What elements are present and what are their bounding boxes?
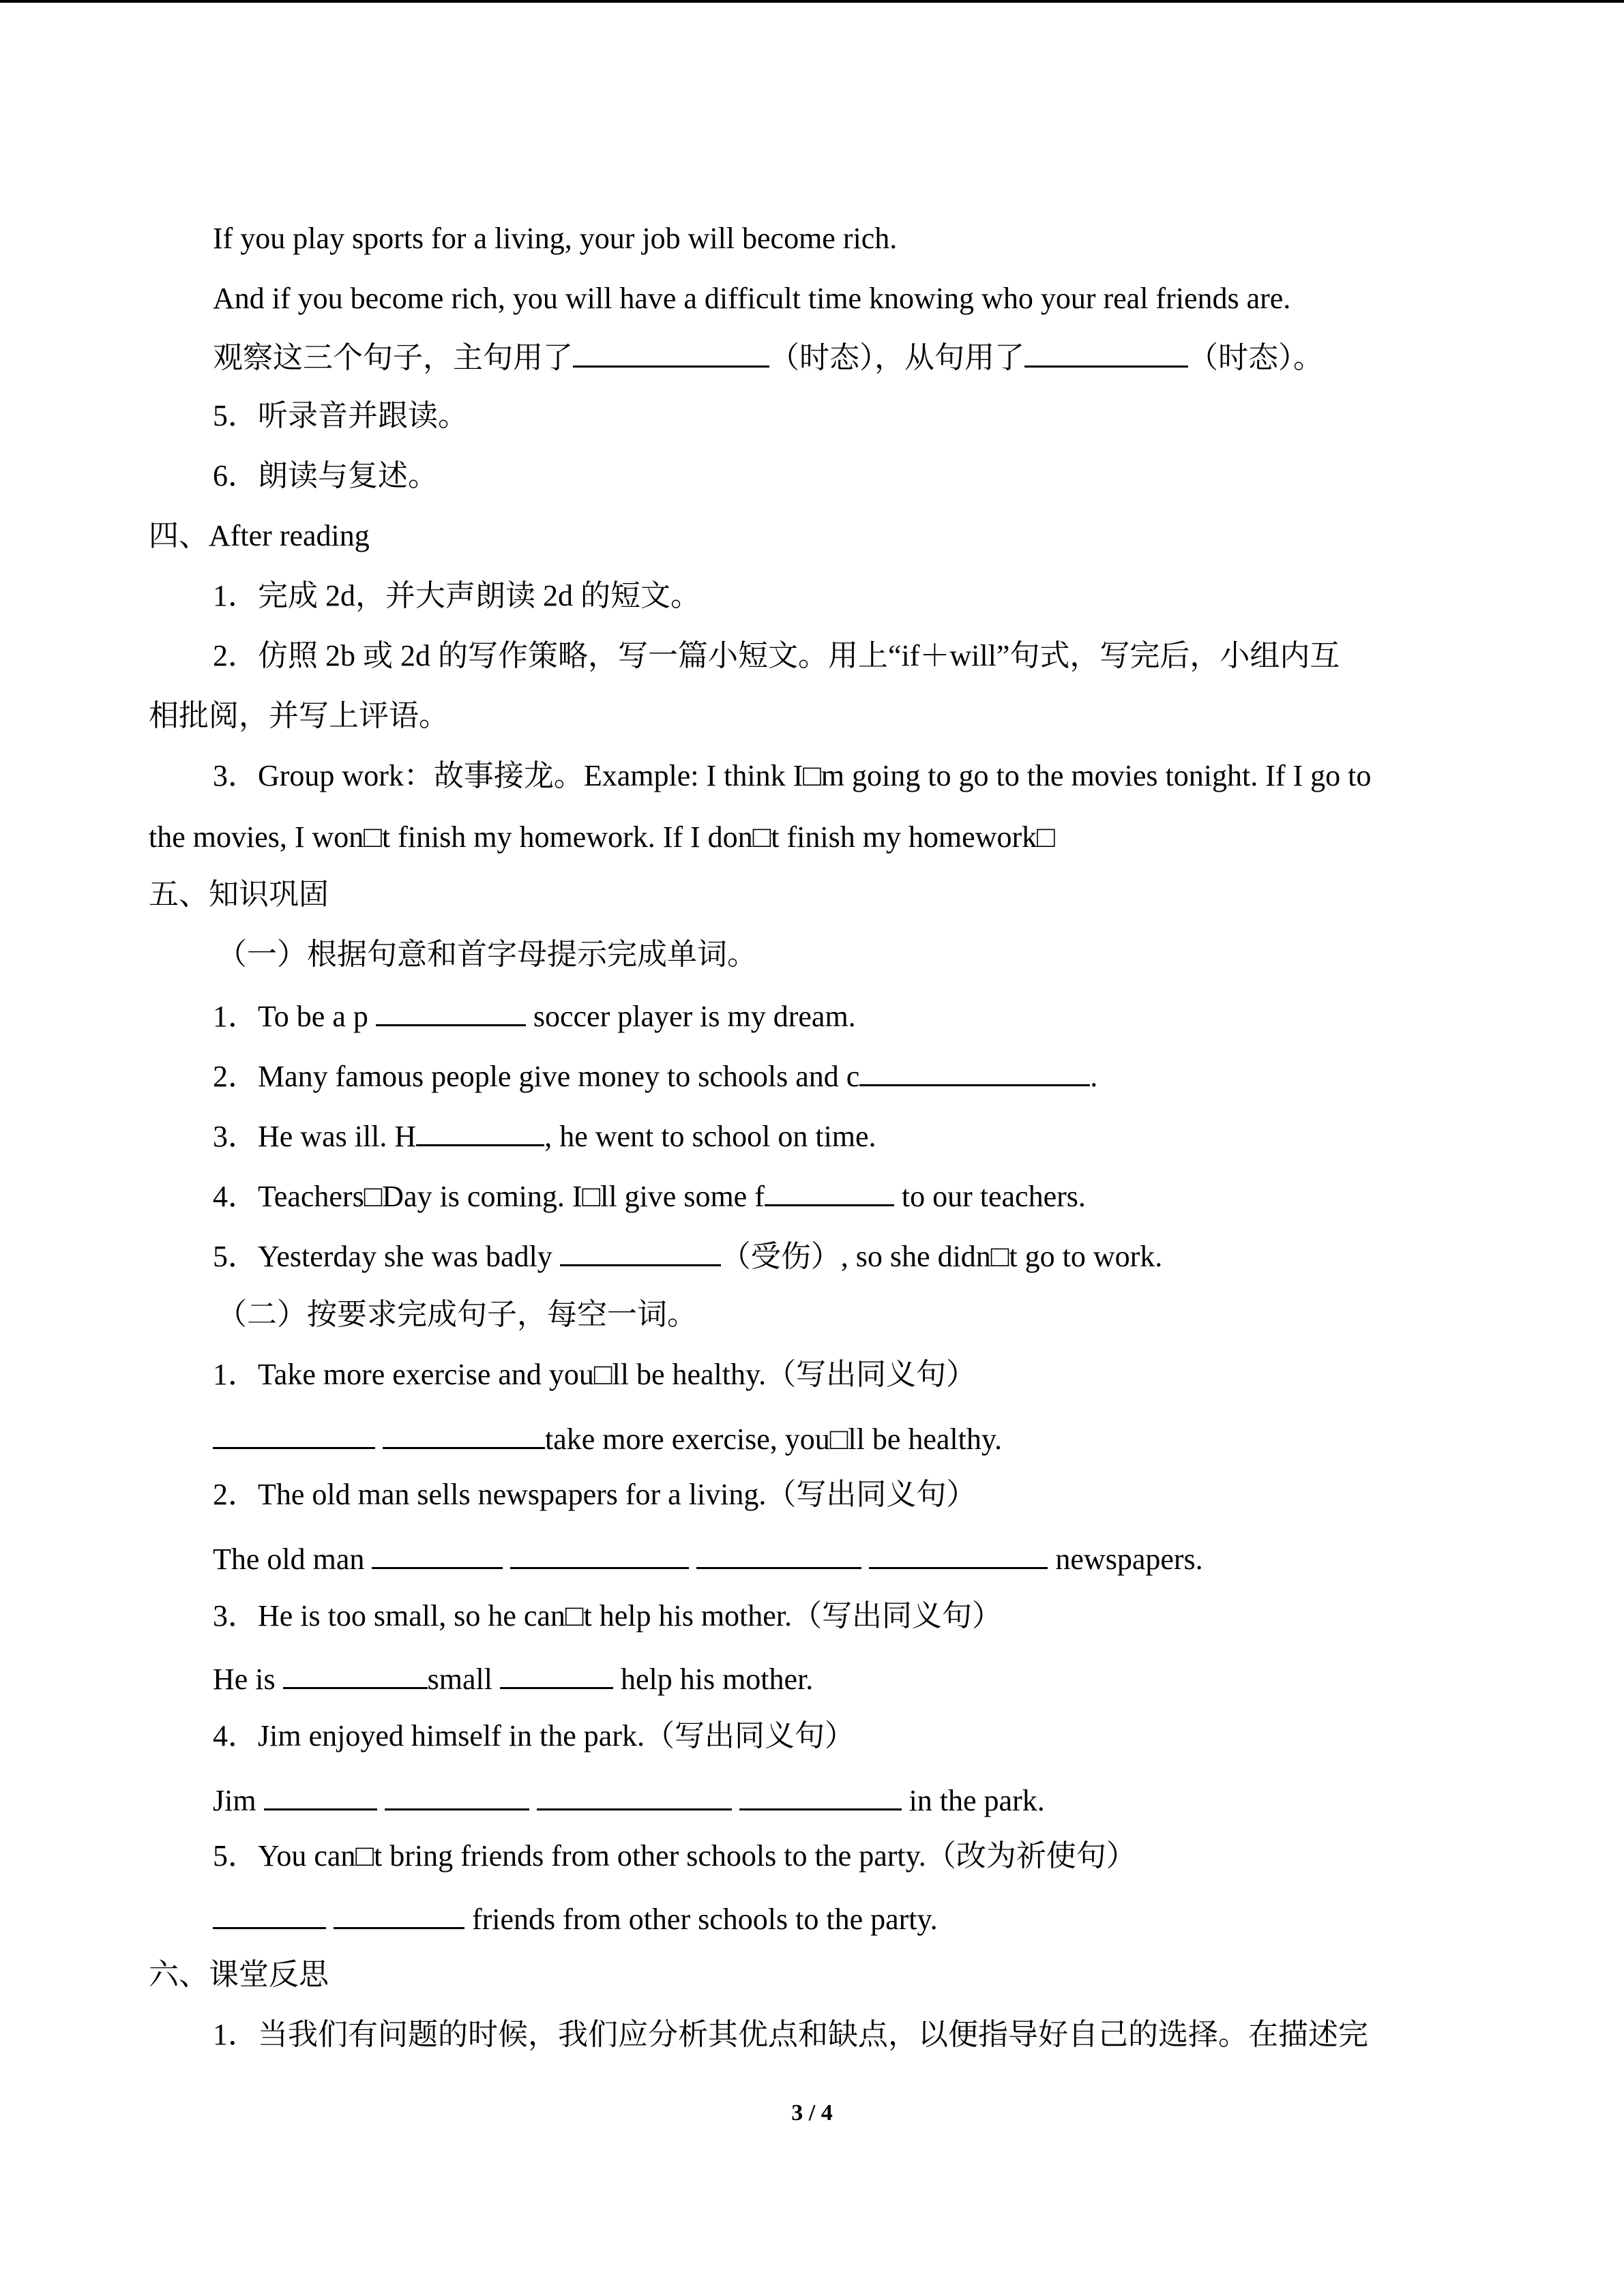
answer-blank[interactable] — [213, 1417, 375, 1449]
text: Jim — [213, 1784, 264, 1817]
answer-blank[interactable] — [739, 1778, 902, 1810]
subsection-1-heading — [217, 934, 757, 975]
text: to our teachers. — [894, 1180, 1086, 1213]
text: 4．Teachers□Day is coming. I□ll give some f — [213, 1180, 765, 1213]
text: 5．Yesterday she was badly — [213, 1240, 560, 1273]
text: 4．Jim enjoyed himself in the park.（写出同义句） — [213, 1719, 855, 1753]
text: 6．朗读与复述。 — [213, 459, 438, 492]
text: If you play sports for a living, your job will become rich. — [213, 222, 898, 255]
answer-blank[interactable] — [560, 1234, 721, 1266]
text: 1．Take more exercise and you□ll be healthy.（写出同义句） — [213, 1358, 977, 1391]
text: soccer player is my dream. — [525, 1000, 856, 1033]
after-reading-item-2-cont — [149, 696, 449, 736]
text: 2．仿照 2b 或 2d 的写作策略，写一篇小短文。用上“if＋will”句式，写完后，小组内互 — [213, 639, 1340, 672]
word-question-5 — [213, 1234, 1162, 1277]
section-heading-after-reading — [149, 516, 370, 556]
text: 3．Group work：故事接龙。Example: I think I□m going to go to the movies tonight. If I go to — [213, 759, 1372, 792]
text: in the park. — [901, 1784, 1045, 1817]
text: 5．听录音并跟读。 — [213, 399, 468, 432]
text: （一）根据句意和首字母提示完成单词。 — [217, 938, 757, 971]
text: （时态），从句用了 — [769, 341, 1024, 374]
answer-blank[interactable] — [283, 1657, 428, 1689]
answer-blank[interactable] — [500, 1657, 613, 1689]
section-heading-knowledge — [149, 874, 329, 915]
answer-blank[interactable] — [264, 1778, 377, 1810]
text: newspapers. — [1048, 1542, 1203, 1576]
sentence-question-2 — [213, 1474, 976, 1515]
example-sentence-3 — [213, 278, 1290, 319]
sentence-answer-3 — [213, 1657, 813, 1700]
answer-blank[interactable] — [573, 336, 769, 368]
tense-observation — [213, 336, 1323, 378]
text: take more exercise, you□ll be healthy. — [545, 1422, 1003, 1456]
answer-blank[interactable] — [416, 1114, 544, 1146]
section-heading-reflection — [149, 1954, 329, 1995]
text: . — [1090, 1060, 1098, 1093]
text: 1．当我们有问题的时候，我们应分析其优点和缺点，以便指导好自己的选择。在描述完 — [213, 2018, 1368, 2051]
text: 六、课堂反思 — [149, 1958, 329, 1991]
text: 2．Many famous people give money to schools and c — [213, 1060, 860, 1093]
after-reading-item-3-cont — [149, 817, 1055, 858]
answer-blank[interactable] — [1024, 336, 1188, 368]
text: the movies, I won□t finish my homework. If I don□t finish my homework□ — [149, 820, 1055, 854]
answer-blank[interactable] — [334, 1897, 464, 1929]
text: 1．完成 2d，并大声朗读 2d 的短文。 — [213, 579, 700, 612]
text: , he went to school on time. — [544, 1120, 876, 1153]
text: The old man — [213, 1542, 372, 1576]
step-6 — [213, 456, 438, 496]
word-question-2 — [213, 1054, 1097, 1097]
text: 3．He was ill. H — [213, 1120, 417, 1153]
sentence-answer-5 — [213, 1897, 938, 1940]
text: （受伤）, so she didn□t go to work. — [720, 1240, 1163, 1273]
subsection-2-heading — [217, 1294, 697, 1335]
word-question-4 — [213, 1174, 1086, 1217]
sentence-answer-1 — [213, 1417, 1002, 1460]
text: small — [427, 1663, 500, 1696]
text: friends from other schools to the party. — [464, 1903, 938, 1936]
example-sentence-2 — [213, 218, 897, 259]
answer-blank[interactable] — [510, 1537, 689, 1569]
text: 1．To be a p — [213, 1000, 376, 1033]
sentence-question-1 — [213, 1354, 976, 1395]
text: help his mother. — [612, 1663, 814, 1696]
text: （时态）。 — [1188, 341, 1323, 374]
sentence-answer-2 — [213, 1537, 1203, 1580]
text: 四、After reading — [149, 519, 370, 552]
top-border-rule — [0, 0, 1624, 3]
answer-blank[interactable] — [696, 1537, 861, 1569]
answer-blank[interactable] — [383, 1417, 545, 1449]
text: 五、知识巩固 — [149, 878, 329, 911]
after-reading-item-3 — [213, 756, 1371, 796]
sentence-question-4 — [213, 1716, 855, 1757]
sentence-question-3 — [213, 1596, 1002, 1637]
word-question-3 — [213, 1114, 876, 1157]
answer-blank[interactable] — [376, 994, 526, 1026]
text: And if you become rich, you will have a difficult time knowing who your real friends are. — [213, 282, 1291, 315]
word-question-1 — [213, 994, 856, 1037]
sentence-answer-4 — [213, 1778, 1045, 1821]
answer-blank[interactable] — [537, 1778, 732, 1810]
text: 5．You can□t bring friends from other schools to the party.（改为祈使句） — [213, 1839, 1136, 1873]
text: 相批阅，并写上评语。 — [149, 699, 449, 732]
text: （二）按要求完成句子，每空一词。 — [217, 1298, 697, 1331]
text: 观察这三个句子，主句用了 — [213, 341, 573, 374]
sentence-question-5 — [213, 1836, 1136, 1877]
text: 3．He is too small, so he can□t help his mother.（写出同义句） — [213, 1599, 1003, 1632]
step-5 — [213, 396, 468, 436]
answer-blank[interactable] — [765, 1174, 894, 1206]
answer-blank[interactable] — [372, 1537, 503, 1569]
page-number: 3 / 4 — [791, 2100, 833, 2126]
text: He is — [213, 1663, 283, 1696]
text: 2．The old man sells newspapers for a living.（写出同义句） — [213, 1478, 977, 1511]
answer-blank[interactable] — [869, 1537, 1048, 1569]
answer-blank[interactable] — [385, 1778, 529, 1810]
answer-blank[interactable] — [213, 1897, 326, 1929]
after-reading-item-1 — [213, 576, 700, 616]
answer-blank[interactable] — [859, 1054, 1090, 1086]
after-reading-item-2 — [213, 636, 1340, 676]
reflection-item-1 — [213, 2014, 1368, 2055]
